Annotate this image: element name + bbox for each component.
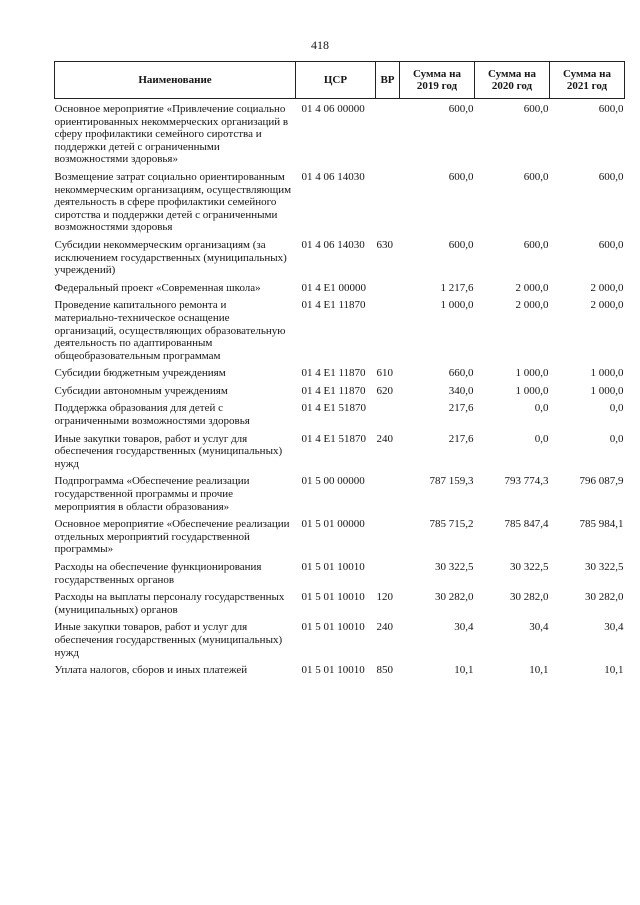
row-sum-2021-cell: 600,0 [598, 103, 624, 115]
table-row [55, 621, 625, 664]
row-vr-cell: 850 [376, 664, 393, 677]
row-sum-2019-cell: 1 000,0 [440, 299, 474, 312]
table-row [55, 664, 625, 682]
row-sum-2019-cell: 30 322,5 [435, 561, 474, 573]
row-name-cell: Проведение капитального ремонта и материально-техническое оснащение организаций, осуществляющих образовательную деятельность по адаптированным общеобразовательным программам [54, 299, 286, 362]
row-name-cell: Уплата налогов, сборов и иных платежей [54, 664, 248, 677]
table-body [55, 99, 625, 682]
row-sum-2021-cell: 785 984,1 [579, 518, 624, 531]
row-csr-cell: 01 5 01 00000 [301, 518, 365, 531]
row-sum-2021-cell: 0,0 [609, 432, 624, 445]
row-csr-cell: 01 4 06 14030 [301, 170, 365, 183]
row-sum-2020-cell: 793 774,3 [504, 475, 549, 488]
row-name-cell: Иные закупки товаров, работ и услуг для обеспечения государственных (муниципальных) нужд [54, 432, 283, 470]
row-sum-2021-cell: 1 000,0 [590, 384, 624, 397]
header-name: Наименование [55, 62, 296, 99]
row-sum-2019-cell: 340,0 [448, 384, 474, 397]
row-vr-cell [376, 282, 400, 300]
table-row [55, 475, 625, 518]
row-csr-cell: 01 5 01 10010 [301, 664, 365, 677]
row-name-cell: Субсидии бюджетным учреждениям [54, 367, 226, 380]
row-sum-2020-cell: 600,0 [523, 103, 549, 115]
row-name-cell: Расходы на обеспечение функционирования государственных органов [54, 561, 262, 586]
row-name-cell: Субсидии автономным учреждениям [54, 384, 228, 397]
budget-table [54, 61, 625, 682]
row-sum-2020-cell: 30 322,5 [510, 561, 549, 573]
table-row [55, 282, 625, 300]
row-sum-2021-cell: 30 322,5 [585, 561, 624, 573]
row-sum-2020-cell: 785 847,4 [504, 518, 549, 531]
table-row [55, 385, 625, 403]
row-vr-cell [376, 475, 400, 518]
row-csr-cell: 01 4 E1 00000 [301, 281, 366, 294]
table-row [55, 99, 625, 171]
row-sum-2019-cell: 785 715,2 [429, 518, 474, 531]
row-sum-2021-cell: 0,0 [609, 402, 624, 415]
row-vr-cell [376, 299, 400, 367]
row-sum-2019-cell: 1 217,6 [440, 281, 474, 294]
row-sum-2020-cell: 600,0 [523, 170, 549, 183]
table-row [55, 299, 625, 367]
table-row [55, 433, 625, 476]
row-name-cell: Федеральный проект «Современная школа» [54, 281, 261, 294]
row-sum-2020-cell: 30,4 [529, 621, 549, 634]
table-row [55, 518, 625, 561]
row-sum-2020-cell: 600,0 [523, 238, 549, 251]
row-vr-cell: 240 [376, 432, 393, 445]
row-csr-cell: 01 5 01 10010 [301, 621, 365, 634]
row-sum-2021-cell: 600,0 [598, 238, 624, 251]
row-csr-cell: 01 4 E1 51870 [301, 402, 366, 415]
row-sum-2021-cell: 10,1 [604, 664, 624, 677]
row-sum-2019-cell: 787 159,3 [429, 475, 474, 488]
row-vr-cell [376, 561, 400, 591]
row-name-cell: Поддержка образования для детей с ограниченными возможностями здоровья [54, 402, 250, 428]
row-sum-2020-cell: 10,1 [529, 664, 549, 677]
row-sum-2019-cell: 217,6 [448, 402, 474, 415]
table-row [55, 367, 625, 385]
row-vr-cell: 610 [376, 367, 393, 380]
row-vr-cell [376, 402, 400, 432]
page-number: 418 [311, 38, 329, 52]
table-row [55, 591, 625, 621]
row-sum-2021-cell: 600,0 [598, 170, 624, 183]
table-row [55, 171, 625, 239]
header-sum-2020: Сумма на 2020 год [475, 62, 550, 99]
row-sum-2021-cell: 1 000,0 [590, 367, 624, 380]
row-name-cell: Основное мероприятие «Обеспечение реализации отдельных мероприятий государственной программы» [54, 518, 290, 556]
row-sum-2019-cell: 600,0 [448, 238, 474, 251]
header-vr: ВР [376, 62, 400, 99]
row-sum-2020-cell: 2 000,0 [515, 299, 549, 312]
row-sum-2021-cell: 30,4 [604, 621, 624, 634]
row-name-cell: Иные закупки товаров, работ и услуг для обеспечения государственных (муниципальных) нужд [54, 621, 283, 659]
row-sum-2020-cell: 30 282,0 [510, 591, 549, 604]
row-sum-2020-cell: 2 000,0 [515, 281, 549, 294]
row-csr-cell: 01 4 E1 11870 [301, 299, 366, 312]
row-csr-cell: 01 4 E1 51870 [301, 432, 366, 445]
row-sum-2019-cell: 600,0 [448, 170, 474, 183]
row-sum-2019-cell: 30 282,0 [435, 591, 474, 604]
row-vr-cell [376, 171, 400, 239]
row-name-cell: Возмещение затрат социально ориентированным некоммерческим организациям, осуществляющим деятельность в сфере профилактики семейного сиротства и поддержки детей с ограниченными возможностями здоровья [54, 170, 292, 234]
table-header [55, 62, 625, 99]
row-sum-2019-cell: 30,4 [454, 621, 474, 634]
row-sum-2021-cell: 30 282,0 [585, 591, 624, 604]
row-sum-2019-cell: 217,6 [448, 432, 474, 445]
row-vr-cell: 240 [376, 621, 393, 634]
row-vr-cell [376, 99, 400, 171]
row-vr-cell [376, 518, 400, 561]
header-csr: ЦСР [296, 62, 376, 99]
header-sum-2021: Сумма на 2021 год [550, 62, 625, 99]
row-name-cell: Основное мероприятие «Привлечение социально ориентированных некоммерческих организаций в сферу профилактики семейного сиротства и поддержки детей с ограниченными возможностями здоровья» [54, 103, 289, 166]
row-csr-cell: 01 4 06 14030 [301, 238, 365, 251]
table-row [55, 402, 625, 432]
row-vr-cell: 620 [376, 384, 393, 397]
row-sum-2019-cell: 10,1 [454, 664, 474, 677]
table-row [55, 561, 625, 591]
row-csr-cell: 01 4 E1 11870 [301, 367, 366, 380]
row-csr-cell: 01 4 E1 11870 [301, 384, 366, 397]
row-sum-2019-cell: 600,0 [448, 103, 474, 115]
table-row [55, 239, 625, 282]
row-vr-cell: 630 [376, 238, 393, 251]
row-sum-2020-cell: 0,0 [534, 432, 549, 445]
row-sum-2020-cell: 1 000,0 [515, 367, 549, 380]
row-csr-cell: 01 4 06 00000 [301, 103, 365, 115]
header-sum-2019: Сумма на 2019 год [400, 62, 475, 99]
row-sum-2021-cell: 796 087,9 [579, 475, 624, 488]
row-sum-2020-cell: 0,0 [534, 402, 549, 415]
row-sum-2021-cell: 2 000,0 [590, 281, 624, 294]
row-sum-2020-cell: 1 000,0 [515, 384, 549, 397]
row-csr-cell: 01 5 00 00000 [301, 475, 365, 488]
row-name-cell: Подпрограмма «Обеспечение реализации государственной программы и прочие мероприятия в области образования» [54, 475, 250, 513]
row-sum-2019-cell: 660,0 [448, 367, 474, 380]
row-csr-cell: 01 5 01 10010 [301, 591, 365, 604]
row-sum-2021-cell: 2 000,0 [590, 299, 624, 312]
row-name-cell: Расходы на выплаты персоналу государственных (муниципальных) органов [54, 591, 285, 616]
row-csr-cell: 01 5 01 10010 [301, 561, 365, 573]
row-vr-cell: 120 [376, 591, 393, 604]
row-name-cell: Субсидии некоммерческим организациям (за исключением государственных (муниципальных) учреждений) [54, 238, 287, 277]
header-row [55, 62, 625, 99]
